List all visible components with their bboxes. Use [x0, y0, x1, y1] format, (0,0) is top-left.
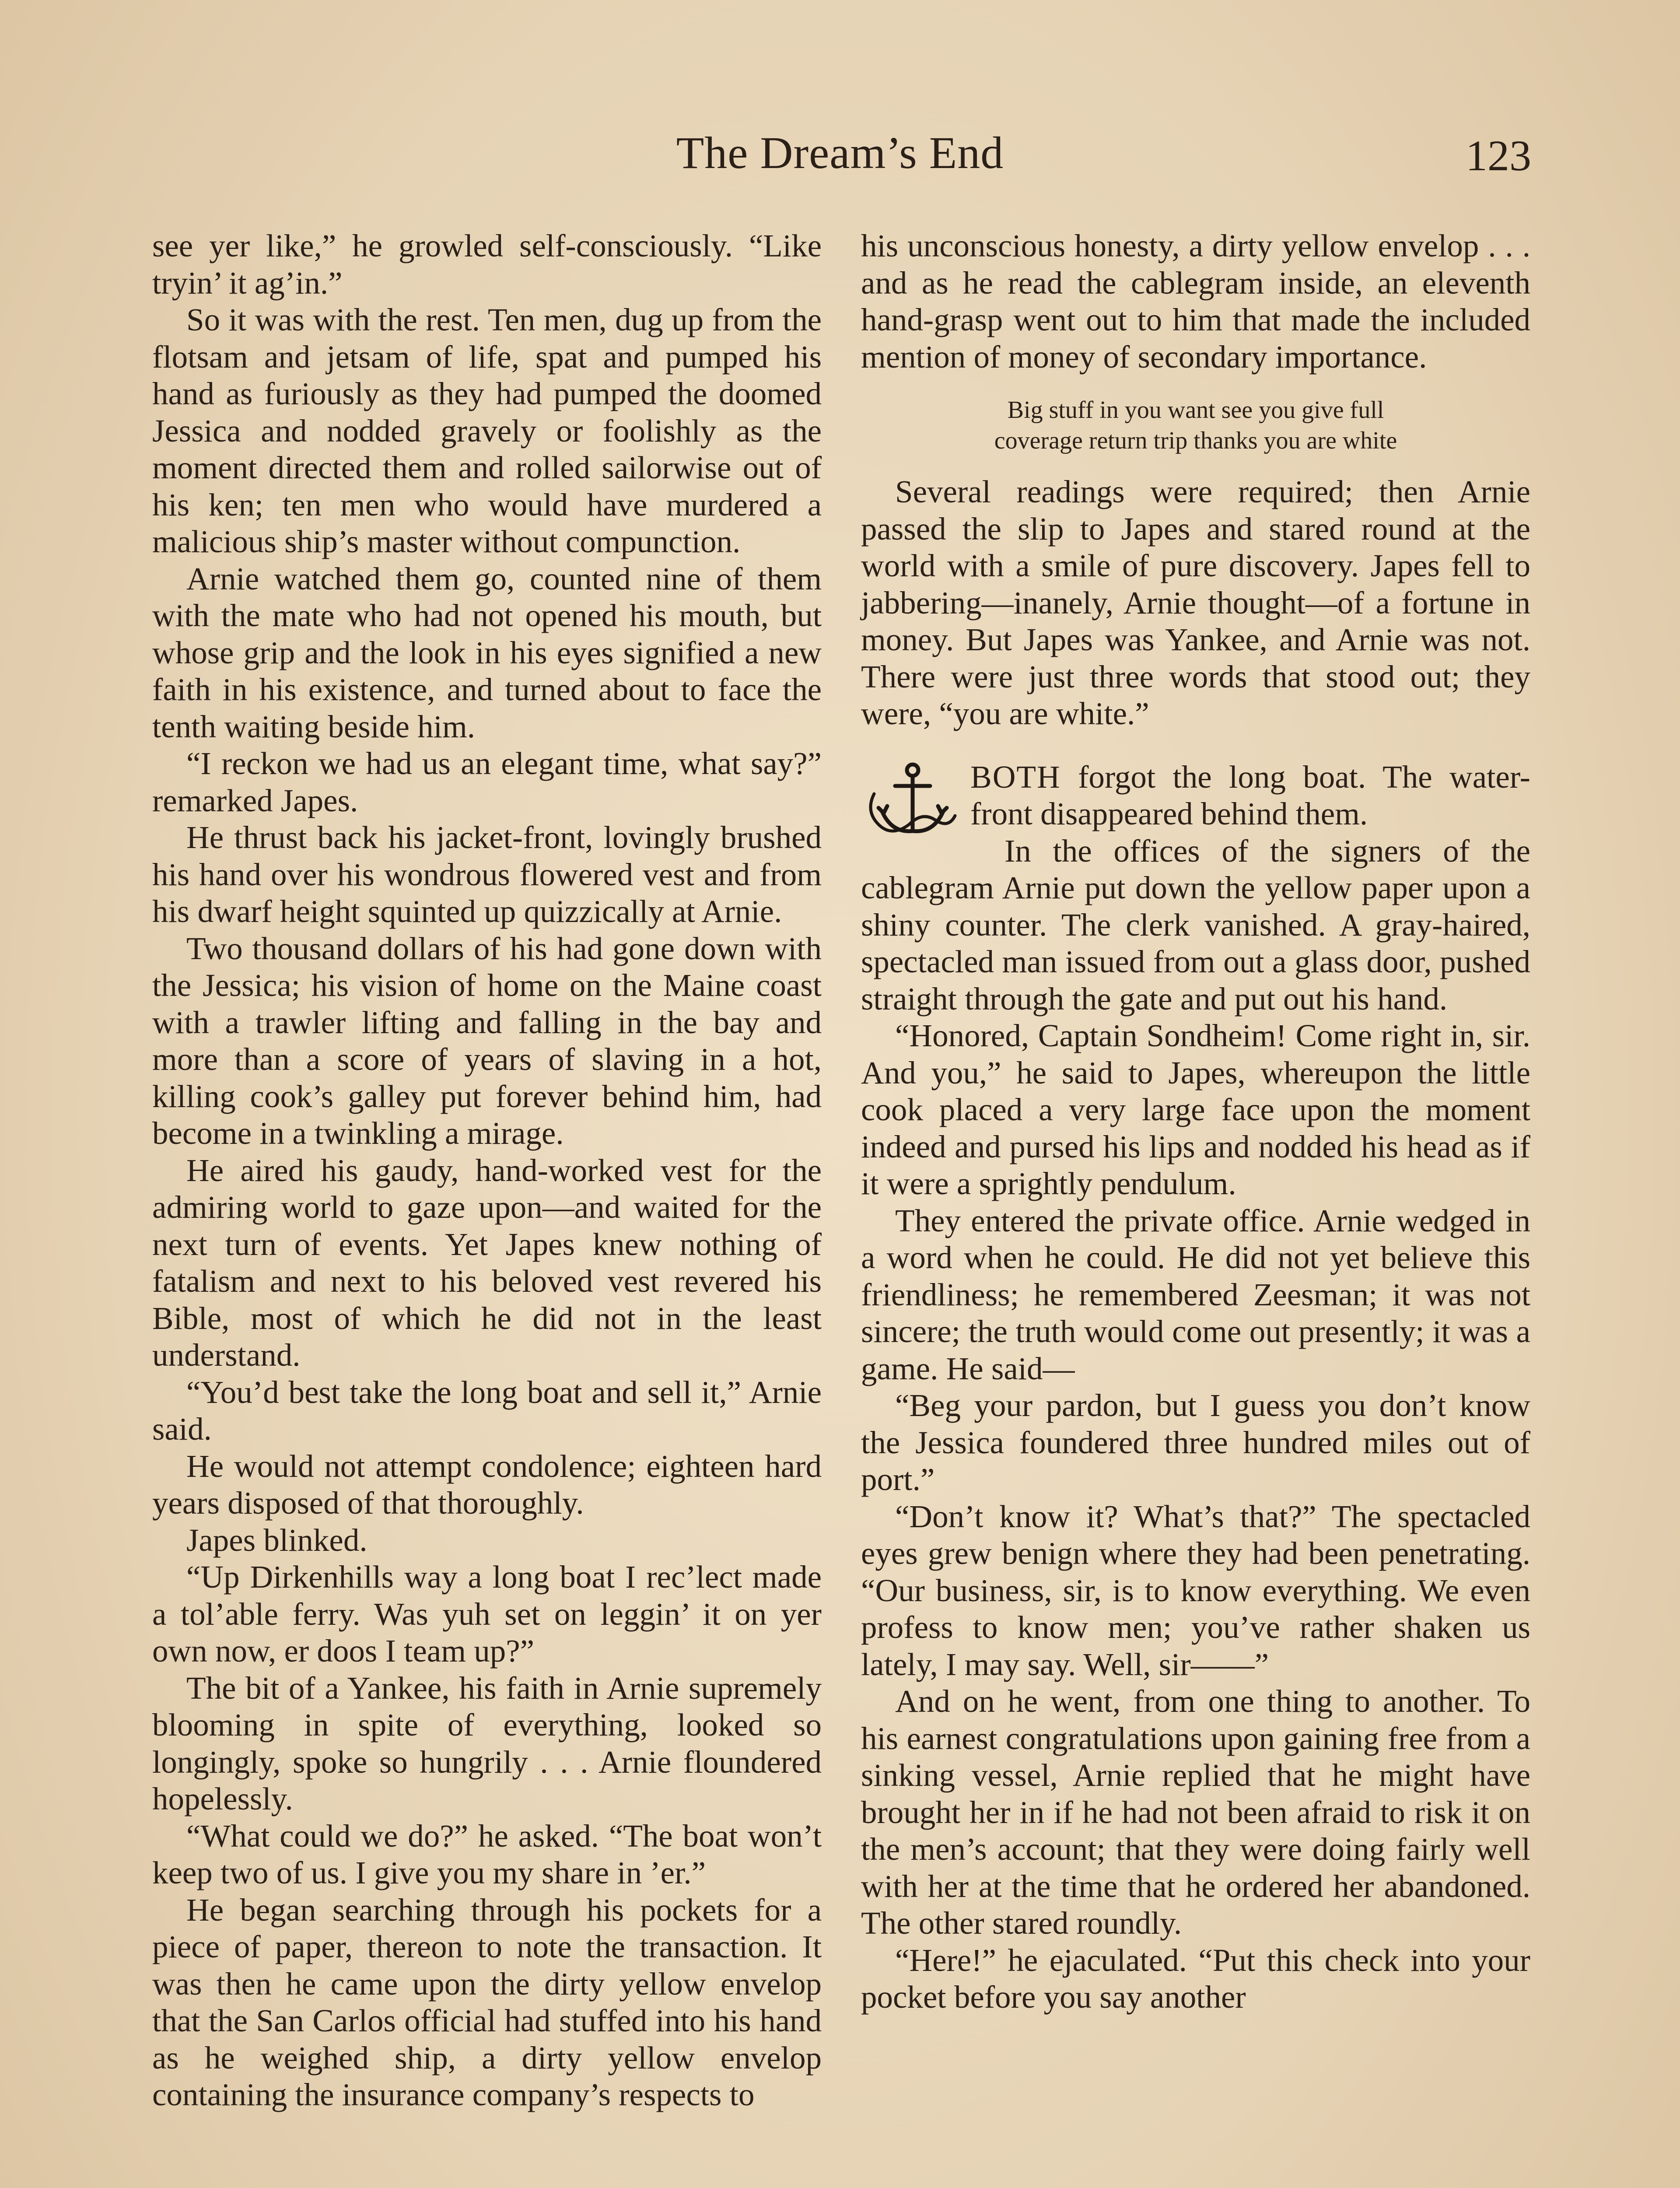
cablegram-text [861, 395, 1530, 456]
paragraph: He aired his gaudy, hand-worked vest for the admiring world to gaze upon—and waited for the next turn of events. Yet Japes knew nothing of fatalism and next to his beloved vest revered his Bible, most of which he did not in the least understand. [152, 1152, 822, 1373]
paragraph: They entered the private office. Arnie wedged in a word when he could. He did not yet believe this friendliness; he remembered Zeesman; it was not sincere; the truth would come out presently; it was a game. He said— [861, 1203, 1530, 1386]
paragraph: Arnie watched them go, counted nine of them with the mate who had not opened his mouth, but whose grip and the look in his eyes signified a new faith in his existence, and turned about to face the tenth waiting beside him. [152, 561, 822, 744]
paragraph: “Here!” he ejaculated. “Put this check into your pocket before you say another [861, 1942, 1530, 2015]
section-opening-text: forgot the long boat. The water-front disappeared behind them. [970, 759, 1530, 831]
paragraph: “Honored, Captain Sondheim! Come right in, sir. And you,” he said to Japes, whereupon the little cook placed a very large face upon the moment indeed and pursed his lips and nodded his head as if it were a sprightly pendulum. [861, 1018, 1530, 1201]
paragraph: So it was with the rest. Ten men, dug up from the flotsam and jetsam of life, spat and pumped his hand as furiously as they had pumped the doomed Jessica and nodded gravely or foolishly as the moment directed them and rolled sailorwise out of his ken; ten men who would have murdered a malicious ship’s master without compunction. [152, 302, 822, 559]
paragraph: He thrust back his jacket-front, lovingly brushed his hand over his wondrous flowered vest and from his dwarf height squinted up quizzically at Arnie. [152, 820, 822, 929]
paragraph: The bit of a Yankee, his faith in Arnie supremely blooming in spite of everything, looked so longingly, spoke so hungrily . . . Arnie floundered hopelessly. [152, 1670, 822, 1816]
anchor-ornament-icon [861, 759, 962, 842]
small-caps-word: BOTH [970, 759, 1061, 795]
paragraph: “I reckon we had us an elegant time, what say?” remarked Japes. [152, 746, 822, 818]
paragraph: see yer like,” he growled self-consciously. “Like tryin’ it ag’in.” [152, 228, 822, 301]
paragraph: “Don’t know it? What’s that?” The spectacled eyes grew benign where they had been penetrating. “Our business, sir, is to know everything. We even profess to know men; you’ve rather shaken us lately, I may say. Well, sir——” [861, 1498, 1530, 1682]
paragraph: “You’d best take the long boat and sell it,” Arnie said. [152, 1374, 822, 1447]
right-column [861, 228, 1530, 2016]
cablegram-line: coverage return trip thanks you are white [994, 427, 1397, 454]
left-column [152, 228, 822, 2114]
paragraph: He began searching through his pockets for a piece of paper, thereon to note the transaction. It was then he came upon the dirty yellow envelop that the San Carlos official had stuffed into his hand as he weighed ship, a dirty yellow envelop containing the insurance company’s respects to [152, 1892, 822, 2112]
paragraph: “Beg your pardon, but I guess you don’t know the Jessica foundered three hundred miles out of port.” [861, 1388, 1530, 1497]
cablegram-line: Big stuff in you want see you give full [1007, 396, 1384, 424]
paragraph: Two thousand dollars of his had gone down with the Jessica; his vision of home on the Maine coast with a trawler lifting and falling in the bay and more than a score of years of slaving in a hot, killing cook’s galley put forever behind him, had become in a twinkling a mirage. [152, 930, 822, 1151]
paragraph: his unconscious honesty, a dirty yellow envelop . . . and as he read the cablegram inside, an eleventh hand-grasp went out to him that made the included mention of money of secondary importance. [861, 228, 1530, 375]
paragraph: Several readings were required; then Arnie passed the slip to Japes and stared round at the world with a smile of pure discovery. Japes fell to jabbering—inanely, Arnie thought—of a fortune in money. But Japes was Yankee, and Arnie was not. There were just three words that stood out; they were, “you are white.” [861, 474, 1530, 731]
paragraph: And on he went, from one thing to another. To his earnest congratulations upon gaining free from a sinking vessel, Arnie replied that he might have brought her in if he had not been afraid to risk it on the men’s account; that they were doing fairly well with her at the time that he ordered her abandoned. The other stared roundly. [861, 1683, 1530, 1941]
page-number: 123 [1466, 131, 1531, 180]
running-title: The Dream’s End [676, 128, 1004, 178]
paragraph: Japes blinked. [186, 1522, 368, 1558]
paragraph: “What could we do?” he asked. “The boat won’t keep two of us. I give you my share in ’er.” [152, 1818, 822, 1890]
paragraph: He would not attempt condolence; eighteen hard years disposed of that thoroughly. [152, 1448, 822, 1521]
section-opening [861, 759, 1530, 833]
page-header [149, 127, 1531, 193]
paragraph: “Up Dirkenhills way a long boat I rec’lect made a tol’able ferry. Was yuh set on leggin’ it on yer own now, er doos I team up?” [152, 1559, 822, 1669]
paragraph: In the offices of the signers of the cablegram Arnie put down the yellow paper upon a shiny counter. The clerk vanished. A gray-haired, spectacled man issued from out a glass door, pushed straight through the gate and put out his hand. [861, 833, 1530, 1017]
